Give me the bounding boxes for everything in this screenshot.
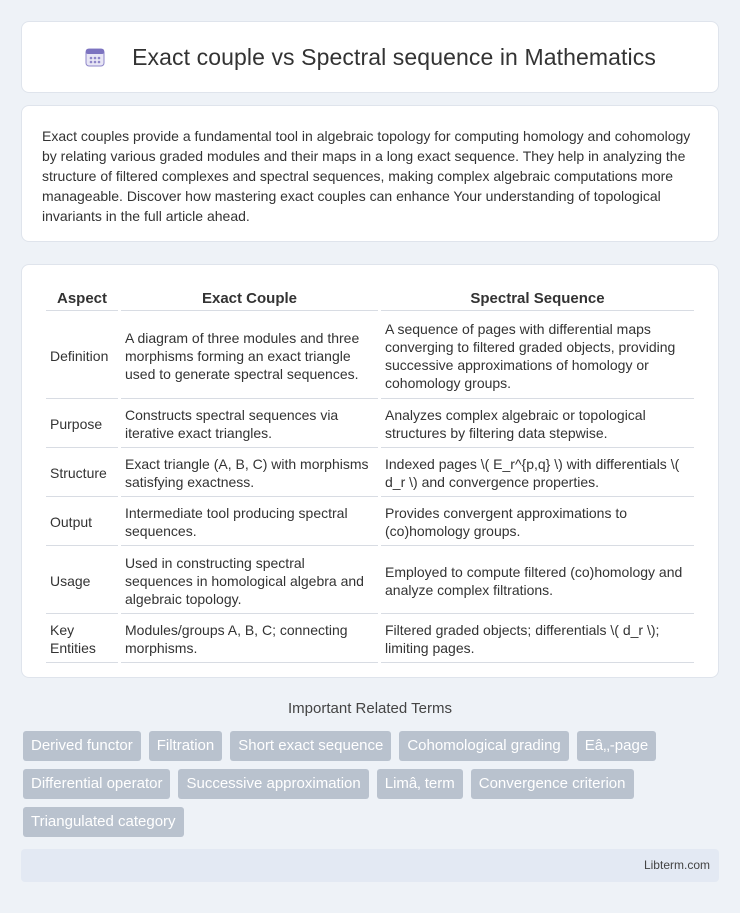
- row-exact-couple: Intermediate tool producing spectral sequences.: [121, 499, 378, 546]
- footer: [21, 849, 719, 882]
- row-aspect: Purpose: [46, 401, 118, 448]
- page-title: Exact couple vs Spectral sequence in Mathematics: [132, 43, 656, 70]
- related-term-tag[interactable]: Short exact sequence: [230, 731, 391, 761]
- row-aspect: Output: [46, 499, 118, 546]
- row-spectral-sequence: Indexed pages \( E_r^{p,q} \) with differentials \( d_r \) and convergence properties.: [381, 450, 694, 497]
- table-row: [46, 616, 694, 663]
- row-aspect: Usage: [46, 548, 118, 614]
- table-row: [46, 450, 694, 497]
- comparison-table: [43, 285, 697, 665]
- table-row: [46, 313, 694, 399]
- row-exact-couple: A diagram of three modules and three morphisms forming an exact triangle used to generate spectral sequences.: [121, 313, 378, 399]
- row-exact-couple: Modules/groups A, B, C; connecting morphisms.: [121, 616, 378, 663]
- row-spectral-sequence: Filtered graded objects; differentials \( d_r \); limiting pages.: [381, 616, 694, 663]
- related-terms-title: Important Related Terms: [288, 700, 452, 717]
- table-row: [46, 499, 694, 546]
- table-row: [46, 401, 694, 448]
- header-spectral-sequence: Spectral Sequence: [381, 287, 694, 311]
- intro-text: Exact couples provide a fundamental tool in algebraic topology for computing homology and cohomology by relating various graded modules and their maps in a long exact sequence. They help in analyzing the structure of filtered complexes and spectral sequences, making complex algebraic computations more manageable. Discover how mastering exact couples can enhance Your understanding of topological invariants in the full article ahead.: [42, 128, 691, 224]
- comparison-table-card: [21, 264, 719, 678]
- table-header-row: [46, 287, 694, 311]
- related-term-tag[interactable]: Eâ‚‚-page: [577, 731, 656, 761]
- row-exact-couple: Constructs spectral sequences via iterative exact triangles.: [121, 401, 378, 448]
- row-spectral-sequence: Provides convergent approximations to (co)homology groups.: [381, 499, 694, 546]
- header-aspect: Aspect: [46, 287, 118, 311]
- intro-card: [21, 105, 719, 242]
- table-row: [46, 548, 694, 614]
- related-term-tag[interactable]: Cohomological grading: [399, 731, 568, 761]
- row-spectral-sequence: Employed to compute filtered (co)homology and analyze complex filtrations.: [381, 548, 694, 614]
- related-term-tag[interactable]: Filtration: [149, 731, 223, 761]
- row-aspect: Definition: [46, 313, 118, 399]
- header-exact-couple: Exact Couple: [121, 287, 378, 311]
- related-term-tag[interactable]: Convergence criterion: [471, 769, 634, 799]
- related-term-tag[interactable]: Successive approximation: [178, 769, 368, 799]
- row-aspect: Structure: [46, 450, 118, 497]
- row-aspect: Key Entities: [46, 616, 118, 663]
- row-spectral-sequence: Analyzes complex algebraic or topological structures by filtering data stepwise.: [381, 401, 694, 448]
- related-term-tag[interactable]: Derived functor: [23, 731, 141, 761]
- related-term-tag[interactable]: Triangulated category: [23, 807, 184, 837]
- row-exact-couple: Used in constructing spectral sequences in homological algebra and algebraic topology.: [121, 548, 378, 614]
- related-terms-list: [23, 731, 723, 845]
- related-term-tag[interactable]: Differential operator: [23, 769, 170, 799]
- header-card: [21, 21, 719, 93]
- row-exact-couple: Exact triangle (A, B, C) with morphisms satisfying exactness.: [121, 450, 378, 497]
- row-spectral-sequence: A sequence of pages with differential maps converging to filtered graded objects, providing successive approximations of homology or cohomology groups.: [381, 313, 694, 399]
- footer-site-link[interactable]: Libterm.com: [643, 858, 710, 872]
- related-term-tag[interactable]: Limâ‚ term: [377, 769, 463, 799]
- calendar-icon: [84, 46, 106, 68]
